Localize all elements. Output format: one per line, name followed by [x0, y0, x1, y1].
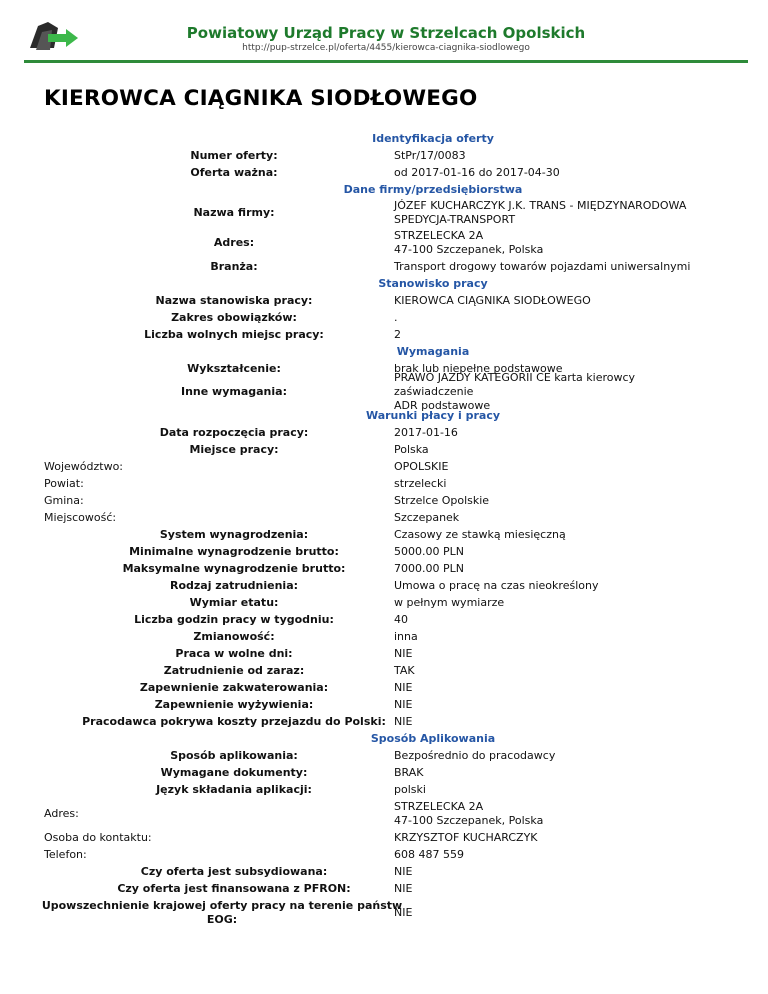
detail-row-adres-firmy	[0, 228, 768, 258]
detail-row-nazwa-firmy	[0, 198, 768, 228]
detail-label: Zapewnienie zakwaterowania:	[139, 680, 329, 694]
detail-value: polski	[394, 782, 426, 796]
detail-row-sposob-aplikowania	[0, 747, 768, 764]
detail-value: Polska	[394, 442, 429, 456]
detail-label: System wynagrodzenia:	[159, 527, 309, 541]
detail-label: Numer oferty:	[190, 148, 278, 162]
detail-row-rodzaj-zatrudnienia	[0, 577, 768, 594]
detail-label: Zapewnienie wyżywienia:	[154, 697, 314, 711]
detail-value: Bezpośrednio do pracodawcy	[394, 748, 556, 762]
detail-row-telefon	[0, 846, 768, 863]
detail-row-koszty-przejazdu	[0, 713, 768, 730]
section-wymagania: Wymagania	[396, 345, 470, 358]
detail-value: NIE	[394, 906, 413, 919]
detail-row-jezyk-aplikacji	[0, 781, 768, 798]
detail-row-liczba-miejsc	[0, 326, 768, 343]
detail-label: Miejsce pracy:	[189, 442, 279, 456]
detail-label: Nazwa firmy:	[193, 206, 275, 219]
detail-label: Adres:	[44, 806, 79, 820]
detail-row-branza	[0, 258, 768, 275]
detail-label: Zmianowość:	[193, 629, 275, 643]
detail-value: Czasowy ze stawką miesięczną	[394, 527, 566, 541]
detail-value: JÓZEF KUCHARCZYK J.K. TRANS - MIĘDZYNARODOWA SPEDYCJA-TRANSPORT	[394, 199, 687, 226]
detail-row-max-wynagrodzenie	[0, 560, 768, 577]
detail-label: Wymiar etatu:	[189, 595, 279, 609]
detail-row-osoba-kontaktowa	[0, 829, 768, 846]
detail-value: 608 487 559	[394, 847, 464, 861]
detail-label: Wykształcenie:	[187, 361, 281, 375]
detail-row-miejsce-pracy	[0, 441, 768, 458]
detail-row-wymagane-dokumenty	[0, 764, 768, 781]
detail-row-nazwa-stanowiska	[0, 292, 768, 309]
detail-row-inne-wymagania	[0, 371, 768, 412]
detail-value: PRAWO JAZDY KATEGORII CE karta kierowcy zaświadczenie ADR podstawowe	[394, 371, 636, 412]
detail-value: STRZELECKA 2A 47-100 Szczepanek, Polska	[394, 799, 544, 827]
detail-row-gmina	[0, 492, 768, 509]
detail-value: NIE	[394, 697, 413, 711]
detail-label: Osoba do kontaktu:	[44, 830, 152, 844]
detail-value: NIE	[394, 714, 413, 728]
detail-label: Język składania aplikacji:	[156, 782, 312, 796]
detail-value: 40	[394, 612, 408, 626]
detail-row-praca-w-wolne-dni	[0, 645, 768, 662]
section-dane-firmy: Dane firmy/przedsiębiorstwa	[343, 183, 523, 196]
detail-value: NIE	[394, 881, 413, 895]
detail-label: Województwo:	[44, 459, 124, 473]
detail-row-subsydiowana	[0, 863, 768, 880]
detail-label: Czy oferta jest subsydiowana:	[140, 864, 328, 878]
detail-value: strzelecki	[394, 476, 447, 490]
detail-value: .	[394, 310, 398, 324]
section-aplikowanie: Sposób Aplikowania	[370, 732, 496, 745]
header-url[interactable]: http://pup-strzelce.pl/oferta/4455/kierowca-ciagnika-siodlowego	[242, 43, 530, 53]
detail-value: STRZELECKA 2A 47-100 Szczepanek, Polska	[394, 229, 544, 256]
detail-label: Maksymalne wynagrodzenie brutto:	[122, 561, 346, 575]
detail-row-miejscowosc	[0, 509, 768, 526]
detail-value: Transport drogowy towarów pojazdami uniwersalnymi	[394, 259, 691, 273]
page-title: KIEROWCA CIĄGNIKA SIODŁOWEGO	[44, 86, 478, 111]
detail-row-zmianowosc	[0, 628, 768, 645]
header-title[interactable]: Powiatowy Urząd Pracy w Strzelcach Opolskich	[186, 24, 586, 42]
detail-row-pfron	[0, 880, 768, 897]
detail-row-data-rozpoczecia	[0, 424, 768, 441]
detail-row-eog	[0, 897, 768, 929]
section-stanowisko: Stanowisko pracy	[378, 277, 488, 290]
detail-value: 7000.00 PLN	[394, 561, 464, 575]
detail-label: Oferta ważna:	[190, 165, 278, 179]
detail-row-min-wynagrodzenie	[0, 543, 768, 560]
detail-row-powiat	[0, 475, 768, 492]
detail-row-system-wynagrodzenia	[0, 526, 768, 543]
detail-label: Miejscowość:	[44, 510, 117, 524]
detail-value: brak lub niepełne podstawowe	[394, 361, 563, 375]
detail-row-wyzywienie	[0, 696, 768, 713]
detail-row-godziny-pracy	[0, 611, 768, 628]
detail-row-zakwaterowanie	[0, 679, 768, 696]
detail-label: Liczba wolnych miejsc pracy:	[144, 327, 324, 341]
detail-row-wojewodztwo	[0, 458, 768, 475]
detail-value: OPOLSKIE	[394, 459, 449, 473]
detail-value: Strzelce Opolskie	[394, 493, 490, 507]
detail-value: inna	[394, 629, 418, 643]
detail-row-wymiar-etatu	[0, 594, 768, 611]
detail-value: Umowa o pracę na czas nieokreślony	[394, 578, 599, 592]
detail-row-zatrudnienie-od-zaraz	[0, 662, 768, 679]
detail-label: Powiat:	[44, 476, 84, 490]
detail-row-numer-oferty	[0, 147, 768, 164]
detail-label: Data rozpoczęcia pracy:	[159, 425, 309, 439]
detail-value: NIE	[394, 864, 413, 878]
detail-label: Zatrudnienie od zaraz:	[163, 663, 305, 677]
detail-value: TAK	[394, 663, 415, 677]
detail-label: Wymagane dokumenty:	[160, 765, 308, 779]
section-identyfikacja: Identyfikacja oferty	[372, 132, 494, 145]
detail-row-adres-aplikowania	[0, 798, 768, 829]
detail-value: w pełnym wymiarze	[394, 595, 505, 609]
detail-row-oferta-wazna	[0, 164, 768, 181]
detail-label: Liczba godzin pracy w tygodniu:	[134, 612, 334, 626]
detail-label: Rodzaj zatrudnienia:	[169, 578, 299, 592]
detail-label: Upowszechnienie krajowej oferty pracy na terenie państw EOG:	[41, 899, 403, 926]
detail-value: StPr/17/0083	[394, 148, 466, 162]
detail-label: Telefon:	[44, 847, 87, 861]
detail-row-zakres-obowiazkow	[0, 309, 768, 326]
detail-label: Gmina:	[44, 493, 84, 507]
detail-value: Szczepanek	[394, 510, 460, 524]
detail-value: KIEROWCA CIĄGNIKA SIODŁOWEGO	[394, 293, 591, 307]
detail-value: NIE	[394, 680, 413, 694]
detail-label: Minimalne wynagrodzenie brutto:	[129, 544, 339, 558]
detail-value: 2	[394, 327, 401, 341]
detail-label: Adres:	[213, 236, 255, 249]
section-warunki: Warunki płacy i pracy	[365, 409, 501, 422]
offer-details	[0, 130, 768, 929]
detail-value: NIE	[394, 646, 413, 660]
detail-label: Zakres obowiązków:	[171, 310, 297, 324]
detail-label: Pracodawca pokrywa koszty przejazdu do Polski:	[82, 714, 386, 728]
detail-label: Sposób aplikowania:	[170, 748, 298, 762]
detail-value: 2017-01-16	[394, 425, 458, 439]
detail-value: KRZYSZTOF KUCHARCZYK	[394, 830, 538, 844]
detail-label: Nazwa stanowiska pracy:	[155, 293, 313, 307]
detail-value: 5000.00 PLN	[394, 544, 464, 558]
site-header	[24, 14, 748, 63]
detail-label: Praca w wolne dni:	[175, 646, 293, 660]
detail-label: Branża:	[210, 259, 258, 273]
detail-value: od 2017-01-16 do 2017-04-30	[394, 165, 560, 179]
detail-label: Czy oferta jest finansowana z PFRON:	[117, 881, 351, 895]
detail-label: Inne wymagania:	[181, 385, 287, 398]
detail-value: BRAK	[394, 765, 424, 779]
